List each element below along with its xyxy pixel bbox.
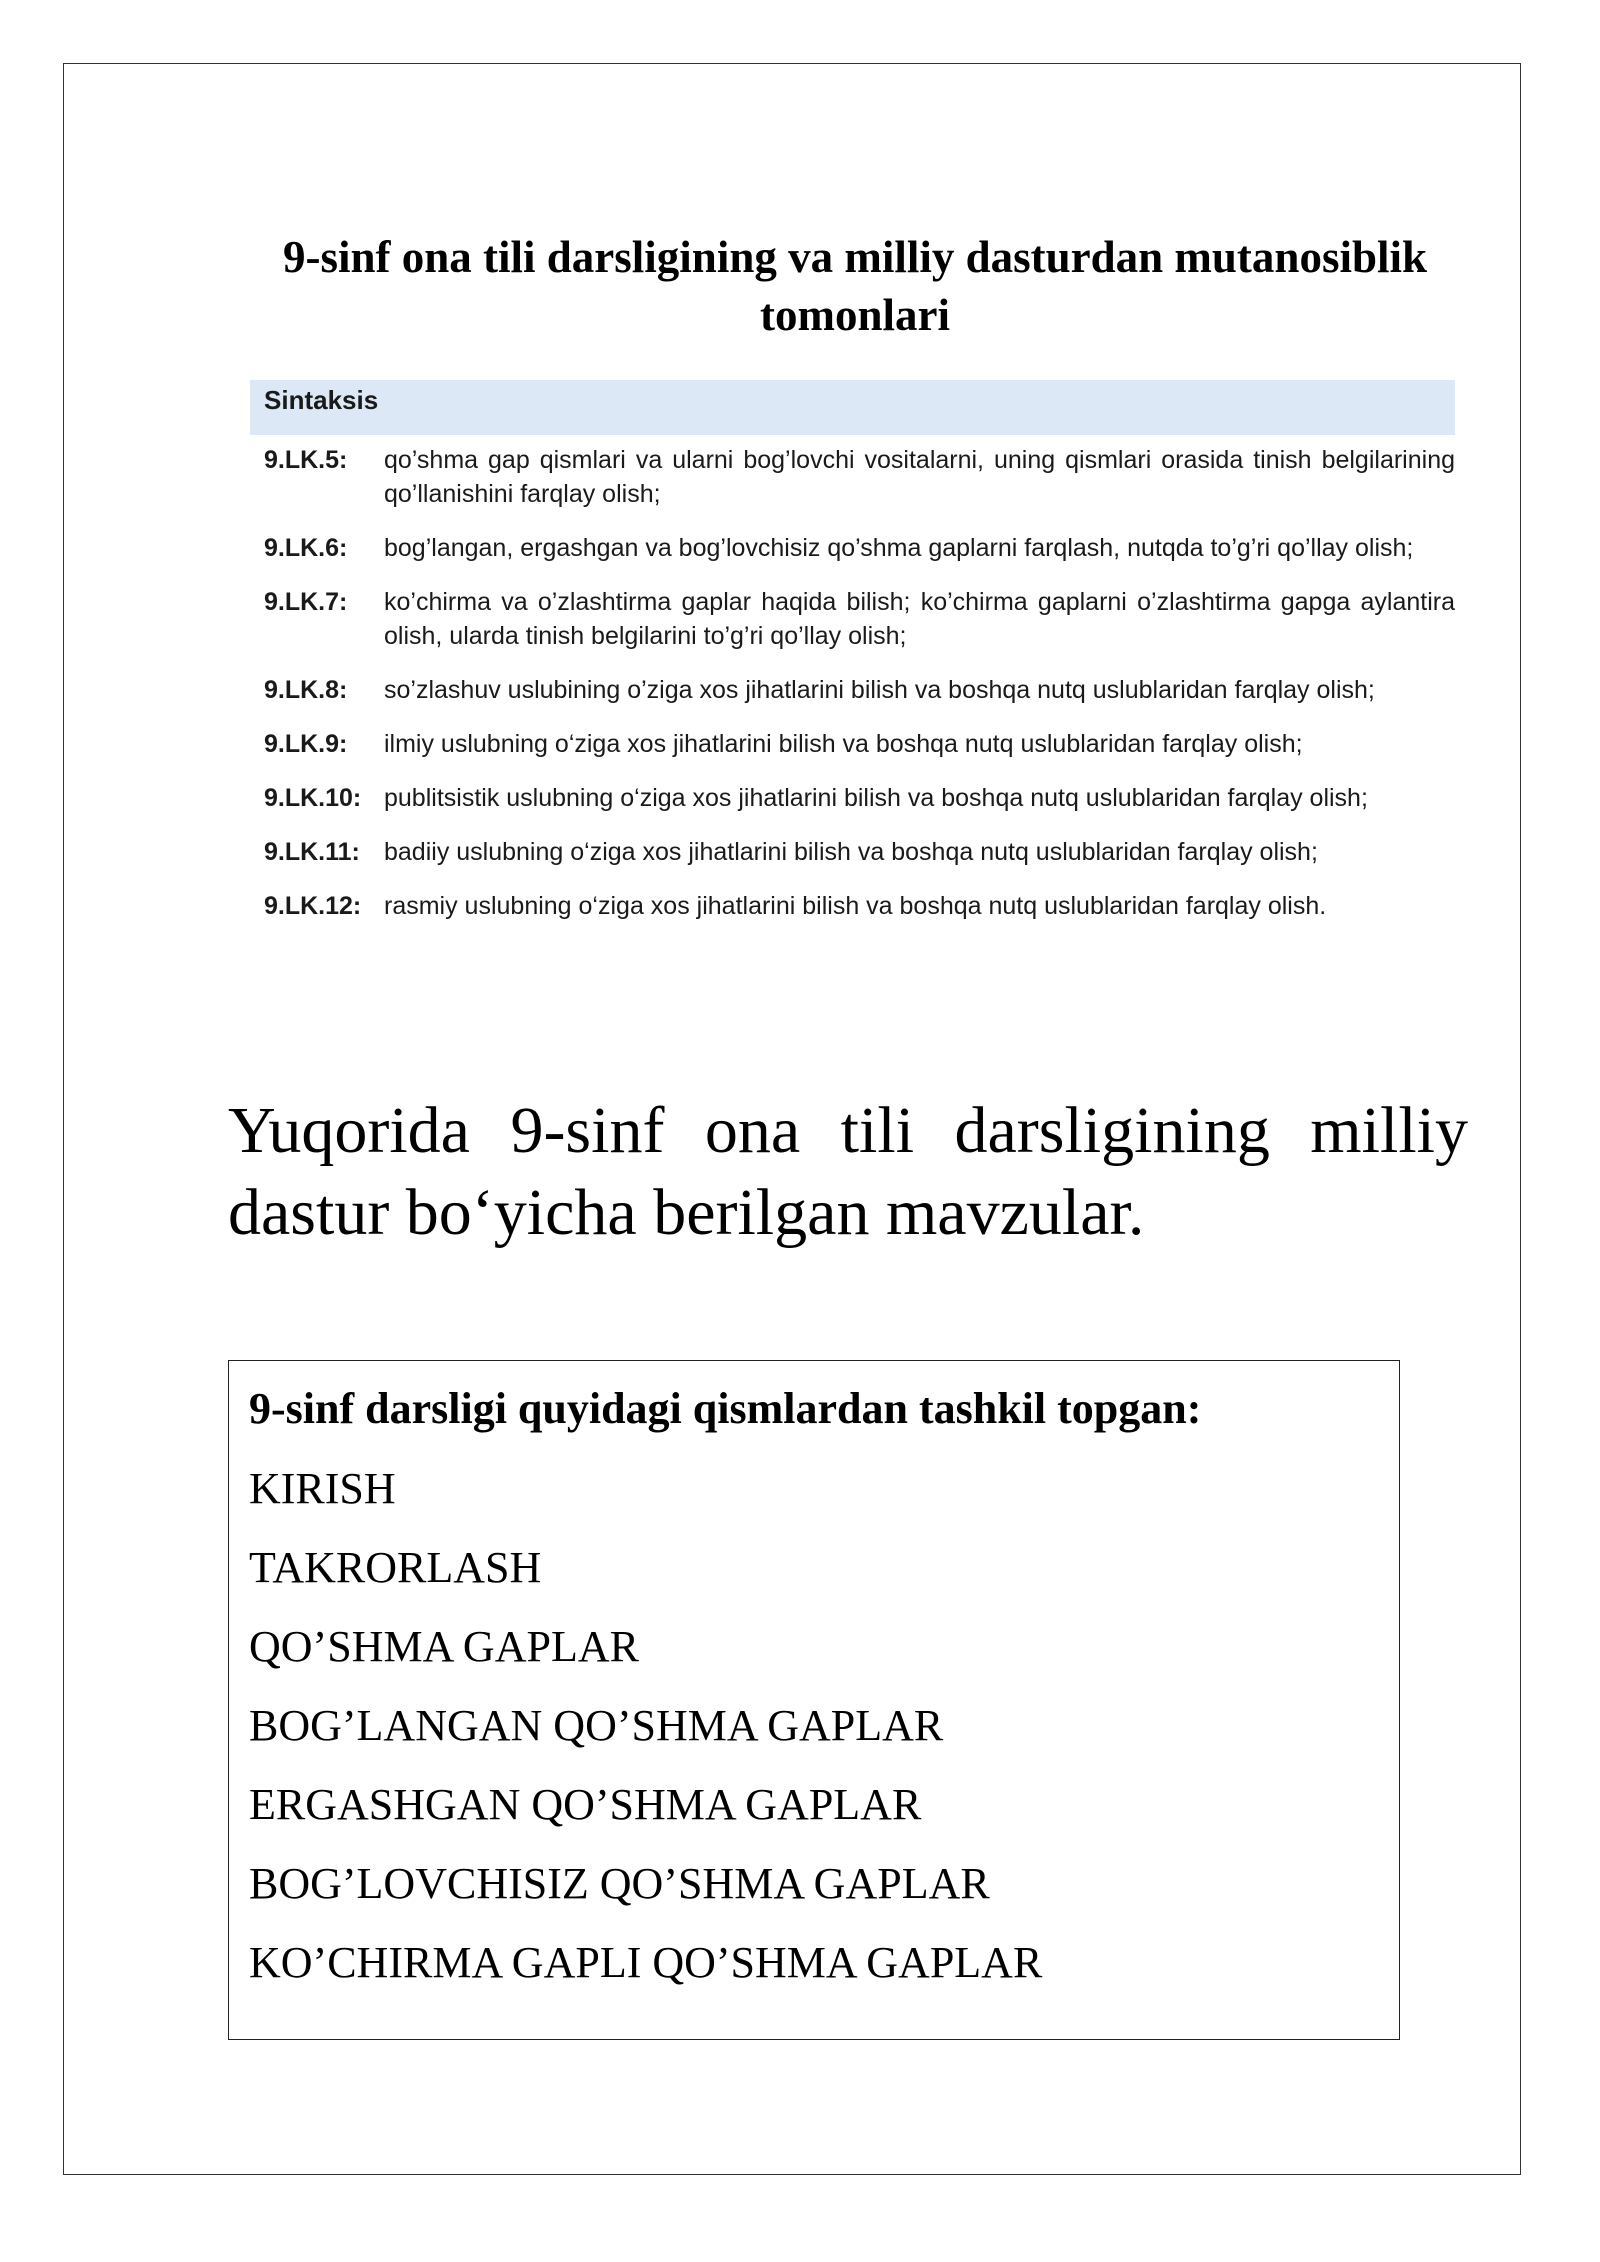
list-item — [250, 531, 1455, 565]
list-item — [250, 781, 1455, 815]
list-item: KIRISH — [249, 1464, 396, 1513]
outcome-text: so’zlashuv uslubining o’ziga xos jihatlarini bilish va boshqa nutq uslublaridan farqlay olish; — [384, 676, 1375, 704]
outcome-text: bog’langan, ergashgan va bog’lovchisiz qo’shma gaplarni farqlash, nutqda to’g’ri qo’llay olish; — [384, 534, 1414, 562]
list-item — [250, 585, 1455, 653]
textbook-parts-box — [228, 1360, 1400, 2040]
outcome-code: 9.LK.8: — [264, 676, 348, 704]
outcome-text: qo’shma gap qismlari va ularni bog’lovchi vositalarni, uning qismlari orasida tinish belgilarining qo’llanishini farqlay olish; — [384, 446, 1455, 508]
outcome-code: 9.LK.11: — [264, 838, 360, 866]
list-item: TAKRORLASH — [249, 1543, 542, 1592]
list-item — [250, 889, 1455, 923]
list-item: ERGASHGAN QO’SHMA GAPLAR — [249, 1780, 922, 1829]
outcome-code: 9.LK.6: — [264, 534, 348, 562]
outcome-text: rasmiy uslubning o‘ziga xos jihatlarini bilish va boshqa nutq uslublaridan farqlay olish. — [384, 892, 1327, 920]
outcome-text: badiiy uslubning o‘ziga xos jihatlarini bilish va boshqa nutq uslublaridan farqlay olish; — [384, 838, 1318, 866]
parts-heading: 9-sinf darsligi quyidagi qismlardan tashkil topgan: — [249, 1384, 1202, 1433]
list-item: QO’SHMA GAPLAR — [249, 1622, 639, 1671]
list-item — [250, 727, 1455, 761]
list-item: BOG’LOVCHISIZ QO’SHMA GAPLAR — [249, 1859, 990, 1908]
list-item — [250, 835, 1455, 869]
document-title: 9-sinf ona tili darsligining va milliy dasturdan mutanosiblik tomonlari — [282, 232, 1428, 340]
outcome-code: 9.LK.9: — [264, 730, 348, 758]
outcome-code: 9.LK.5: — [264, 446, 348, 474]
outcome-text: ilmiy uslubning o‘ziga xos jihatlarini bilish va boshqa nutq uslublaridan farqlay olish; — [384, 730, 1303, 758]
outcome-text: ko’chirma va o’zlashtirma gaplar haqida bilish; ko’chirma gaplarni o’zlashtirma gapga aylantira olish, ularda tinish belgilarini to’g’ri qo’llay olish; — [384, 588, 1455, 650]
syntax-excerpt — [250, 380, 1455, 943]
list-item — [250, 443, 1455, 511]
outcome-code: 9.LK.12: — [264, 892, 362, 920]
intro-paragraph: Yuqorida 9-sinf ona tili darsligining milliy dastur bo‘yicha berilgan mavzular. — [228, 1094, 1468, 1249]
list-item — [250, 673, 1455, 707]
learning-outcomes-list — [250, 435, 1455, 923]
list-item: BOG’LANGAN QO’SHMA GAPLAR — [249, 1701, 944, 1750]
syntax-heading: Sintaksis — [250, 380, 1455, 435]
list-item: KO’CHIRMA GAPLI QO’SHMA GAPLAR — [249, 1938, 1043, 1987]
outcome-text: publitsistik uslubning o‘ziga xos jihatlarini bilish va boshqa nutq uslublaridan farqlay olish; — [384, 784, 1368, 812]
outcome-code: 9.LK.10: — [264, 784, 362, 812]
outcome-code: 9.LK.7: — [264, 588, 348, 616]
